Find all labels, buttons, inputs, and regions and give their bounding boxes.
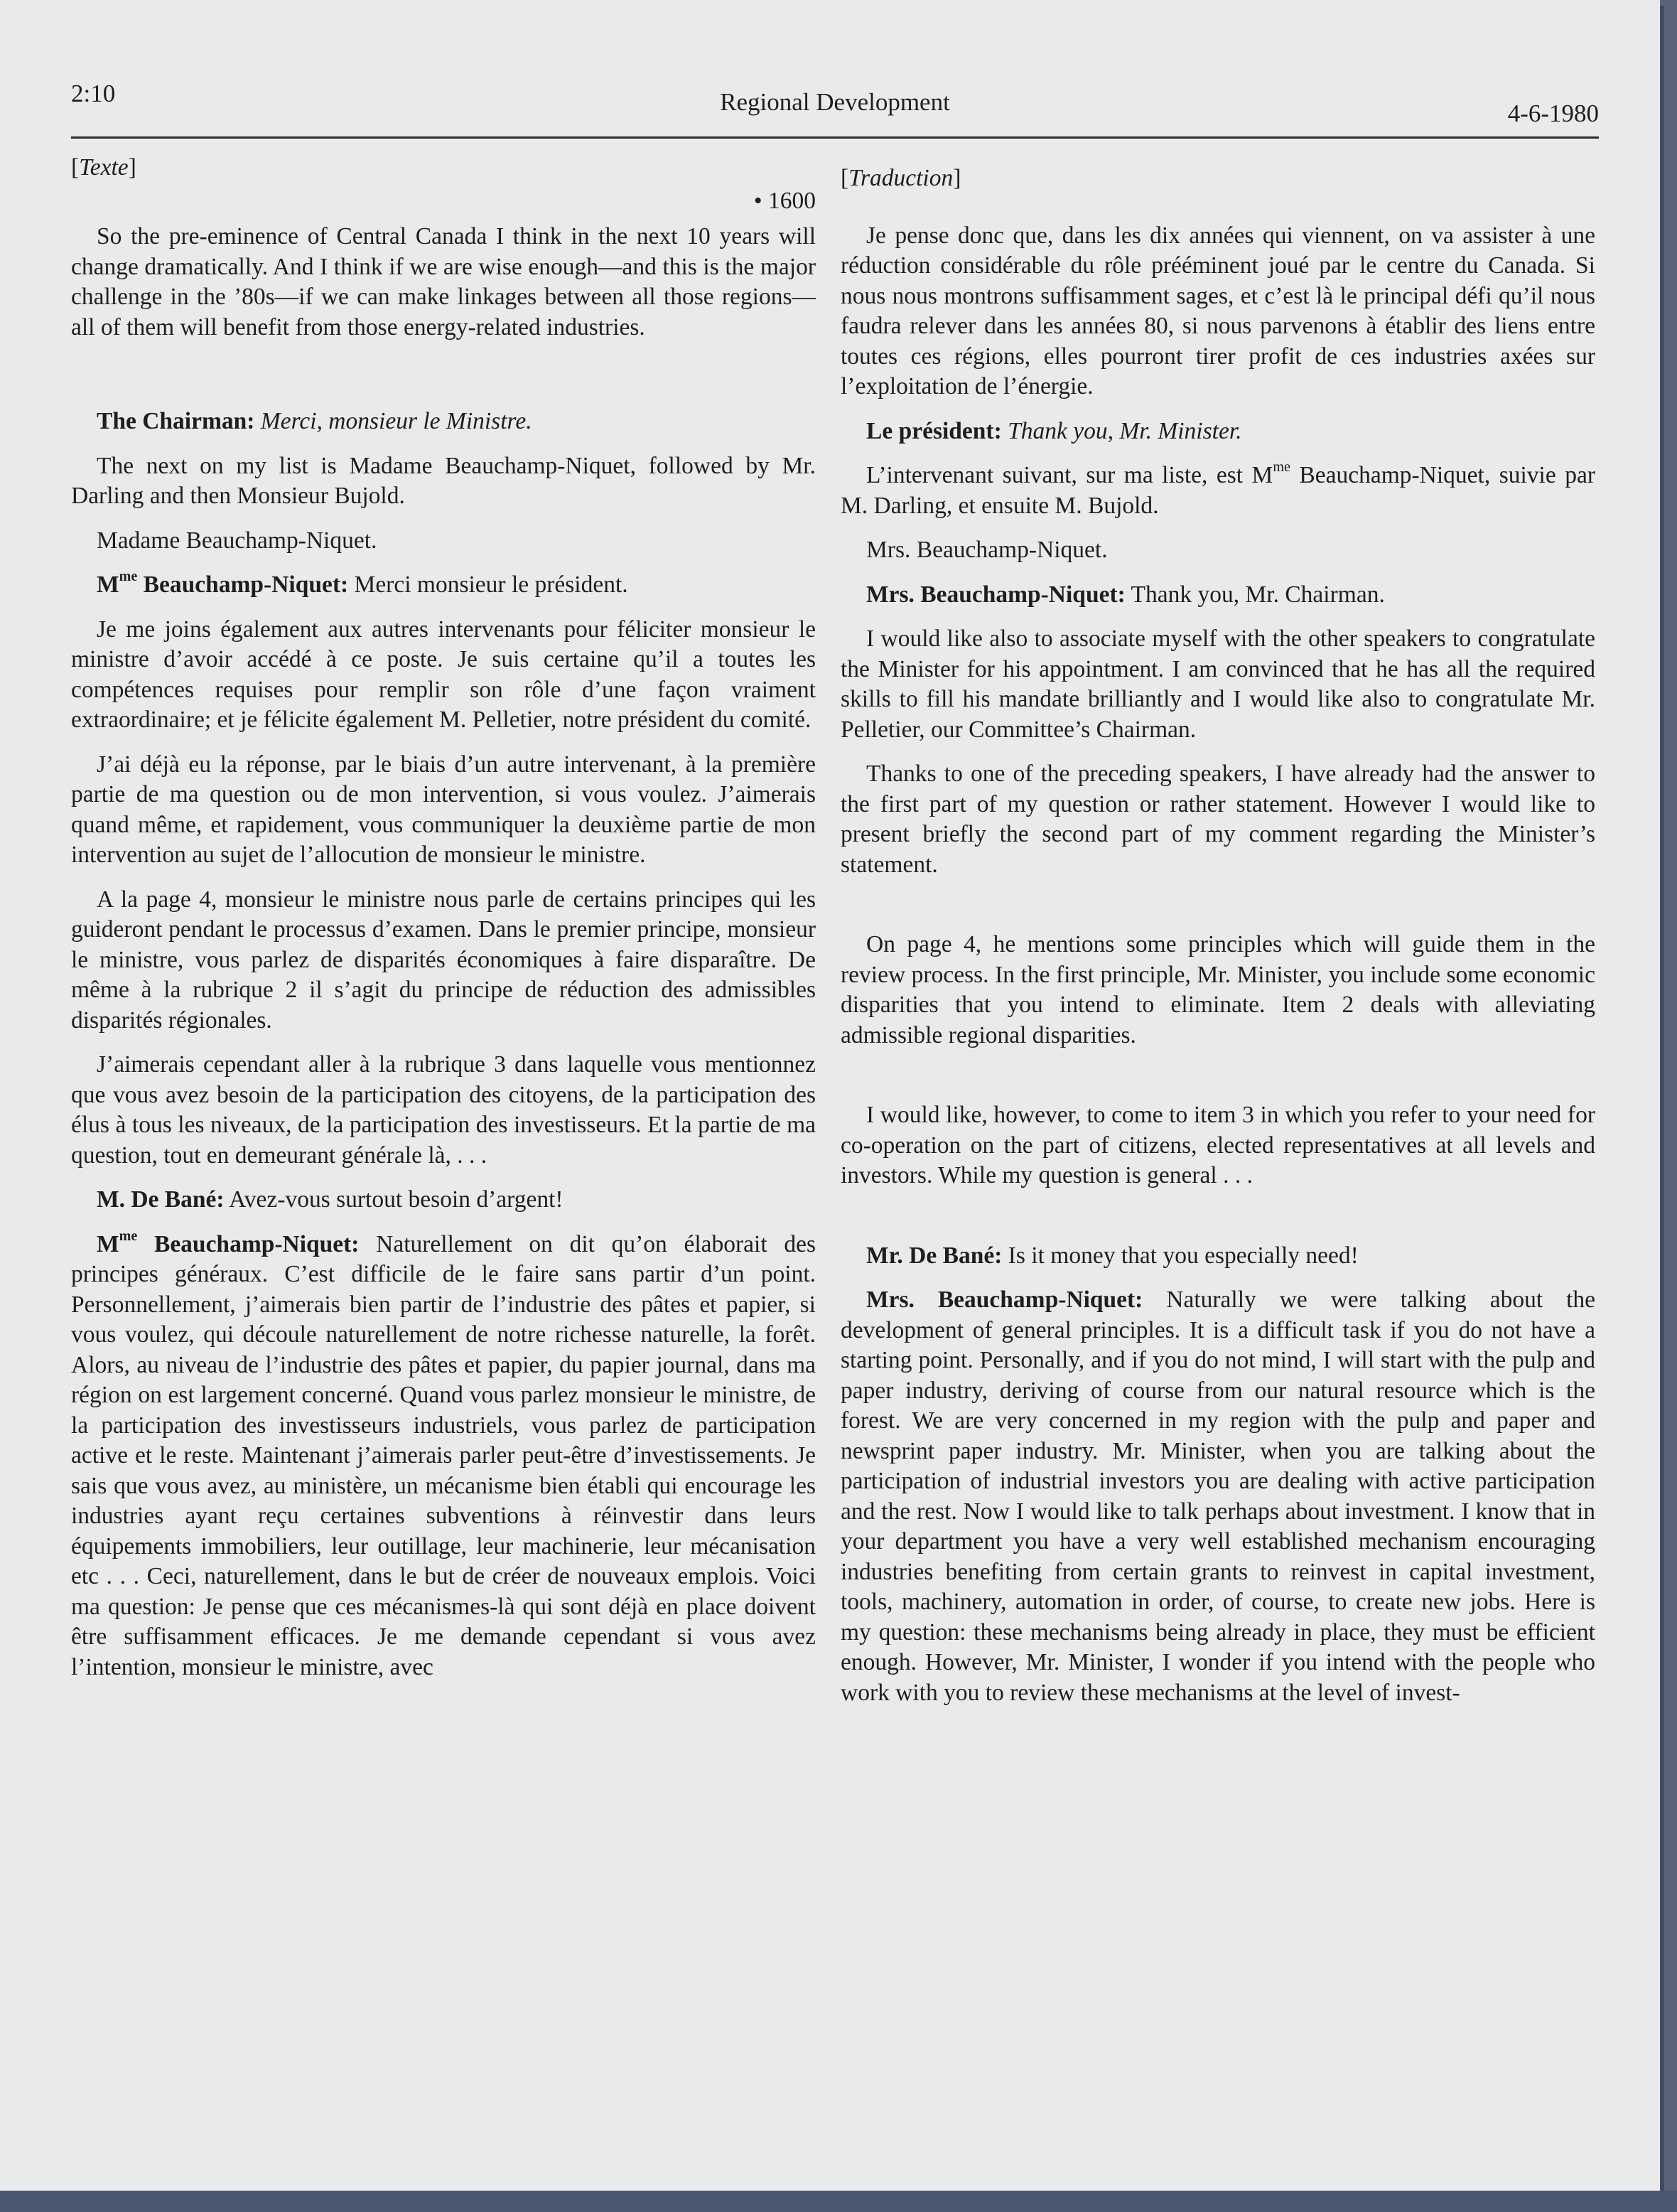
column-label: [Traduction] bbox=[841, 165, 961, 191]
running-title: Regional Development bbox=[720, 88, 950, 116]
paragraph: The next on my list is Madame Beauchamp-Niquet, followed by Mr. Darling and then Monsieur Bujold. bbox=[71, 452, 816, 509]
paragraph: Mrs. Beauchamp-Niquet. bbox=[866, 537, 1108, 563]
speaker-name: Mrs. Beauchamp-Niquet: bbox=[866, 1287, 1143, 1313]
page-header bbox=[71, 80, 1599, 139]
paragraph: On page 4, he mentions some principles which will guide them in the review process. In the first principle, Mr. Minister, you include some economic disparities that you intend to eliminate. Item 2 deals with alleviating admissible regional disparities. bbox=[841, 931, 1595, 1048]
speaker-paragraph: $M^{me}$ Beauchamp-Niquet: Merci monsieur le président. bbox=[97, 568, 628, 598]
speaker-name: $M^{me}$ Beauchamp-Niquet: bbox=[97, 568, 349, 598]
speaker-name: The Chairman: bbox=[97, 408, 255, 434]
paragraph: I would like, however, to come to item 3 in which you refer to your need for co-operation on the part of citizens, elected representatives at all levels and investors. While my question is general . . . bbox=[841, 1102, 1595, 1188]
speaker-paragraph: M. De Bané: Avez-vous surtout besoin d’argent! bbox=[97, 1186, 564, 1213]
speaker-paragraph: Mrs. Beauchamp-Niquet: Naturally we were talking about the development of general principles. It is a difficult task if you do not have a starting point. Personally, and if you do not mind, I will start with the pulp and paper industry, deriving of course from our natural resource which is the forest. We are very concerned in my region with the pulp and paper and newsprint paper industry. Mr. Minister, when you are talking about the participation of industrial investors you are dealing with active participation and the rest. Now I would like to talk perhaps about investment. I know that in your department you have a very well established mechanism encouraging industries benefiting from certain grants to reinvest in capital investment, tools, machinery, automation in order, of course, to create new jobs. Here is my question: these mechanisms being already in place, they must be efficient enough. However, Mr. Minister, I wonder if you intend with the people who work with you to review these mechanisms at the level of invest- bbox=[841, 1287, 1595, 1706]
header-date: 4-6-1980 bbox=[1507, 100, 1599, 127]
paragraph: Thanks to one of the preceding speakers, I have already had the answer to the first part of my question or rather statement. However I would like to present briefly the second part of my comment regarding the Minister’s statement. bbox=[841, 761, 1595, 878]
speaker-paragraph: Mr. De Bané: Is it money that you especially need! bbox=[866, 1242, 1359, 1269]
paragraph: J’aimerais cependant aller à la rubrique 3 dans laquelle vous mentionnez que vous avez besoin de la participation des citoyens, de la participation des élus à tous les niveaux, de la participation des investisseurs. Et la partie de ma question, tout en demeurant générale là, . . . bbox=[71, 1051, 816, 1169]
column-label: [Texte] bbox=[71, 154, 136, 181]
right-column-english bbox=[841, 163, 1595, 1722]
speaker-name: Le président: bbox=[866, 417, 1002, 444]
speaker-name: Mrs. Beauchamp-Niquet: bbox=[866, 581, 1126, 608]
speaker-paragraph: Mrs. Beauchamp-Niquet: Thank you, Mr. Chairman. bbox=[866, 581, 1385, 608]
speaker-name: M. De Bané: bbox=[97, 1186, 225, 1213]
page-number: 2:10 bbox=[71, 80, 116, 107]
paragraph: Madame Beauchamp-Niquet. bbox=[97, 527, 377, 554]
left-column-french bbox=[71, 153, 816, 1697]
paragraph: I would like also to associate myself with the other speakers to congratulate the Minister for his appointment. I am convinced that he has all the required skills to fill his mandate brilliantly and I would like also to congratulate Mr. Pelletier, our Committee’s Chairman. bbox=[841, 626, 1595, 743]
paragraph: A la page 4, monsieur le ministre nous parle de certains principes qui les guideront pendant le processus d’examen. Dans le premier principe, monsieur le ministre, vous parlez de disparités économiques à faire disparaître. De même à la rubrique 2 il s’agit du principe de réduction des admissibles disparités régionales. bbox=[71, 886, 816, 1033]
paragraph: J’ai déjà eu la réponse, par le biais d’un autre intervenant, à la première partie de ma question ou de mon intervention, si vous voulez. J’aimerais quand même, et rapidement, vous communiquer la deuxième partie de mon intervention au sujet de l’allocution de monsieur le ministre. bbox=[71, 751, 816, 868]
paragraph: L’intervenant suivant, sur ma liste, est $M^{me}$ Beauchamp-Niquet, suivie par M. Darling, et ensuite M. Bujold. bbox=[841, 458, 1595, 519]
speaker-name: Mr. De Bané: bbox=[866, 1242, 1003, 1269]
speaker-paragraph: Le président: Thank you, Mr. Minister. bbox=[866, 417, 1242, 444]
scan-edge bbox=[0, 2191, 1677, 2212]
paragraph: Je pense donc que, dans les dix années qui viennent, on va assister à une réduction considérable du rôle prééminent joué par le centre du Canada. Si nous nous montrons suffisamment sages, et c’est là le principal défi qu’il nous faudra relever dans les années 80, si nous parvenons à établir des liens entre toutes ces régions, elles pourront tirer profit de ces industries axées sur l’exploitation de l’énergie. bbox=[841, 222, 1595, 399]
speaker-paragraph: The Chairman: Merci, monsieur le Ministre. bbox=[97, 408, 532, 434]
paragraph: So the pre-eminence of Central Canada I think in the next 10 years will change dramatically. And I think if we are wise enough—and this is the major challenge in the ’80s—if we can make linkages between all those regions—all of them will benefit from those energy-related industries. bbox=[71, 223, 816, 340]
time-marker: • 1600 bbox=[753, 187, 816, 214]
speaker-paragraph: $M^{me}$ Beauchamp-Niquet: Naturellement on dit qu’on élaborait des principes généraux. C’est difficile de le faire sans partir d’un point. Personnellement, j’aimerais bien partir de l’industrie des pâtes et papier, si vous voulez, qui découle naturellement de notre richesse naturelle, la forêt. Alors, au niveau de l’industrie des pâtes et papier, du papier journal, dans ma région on est largement concerné. Quand vous parlez monsieur le ministre, de la participation des investisseurs industriels, vous parlez de participation active et le reste. Maintenant j’aimerais parler peut-être d’investissements. Je sais que vous avez, au ministère, un mécanisme bien établi qui encourage les industries ayant reçu certaines subventions à réinvestir dans leurs équipements immobiliers, leur outillage, leur machinerie, leur mécanisation etc . . . Ceci, naturellement, dans le but de créer de nouveaux emplois. Voici ma question: Je pense que ces mécanismes-là qui sont déjà en place doivent être suffisamment efficaces. Je me demande cependant si vous avez l’intention, monsieur le ministre, avec bbox=[71, 1228, 816, 1680]
paragraph: Je me joins également aux autres intervenants pour féliciter monsieur le ministre d’avoir accédé à ce poste. Je suis certaine qu’il a toutes les compétences requises pour remplir son rôle d’une façon vraiment extraordinaire; et je félicite également M. Pelletier, notre président du comité. bbox=[71, 616, 816, 733]
speaker-name: $M^{me}$ Beauchamp-Niquet: bbox=[97, 1228, 360, 1257]
